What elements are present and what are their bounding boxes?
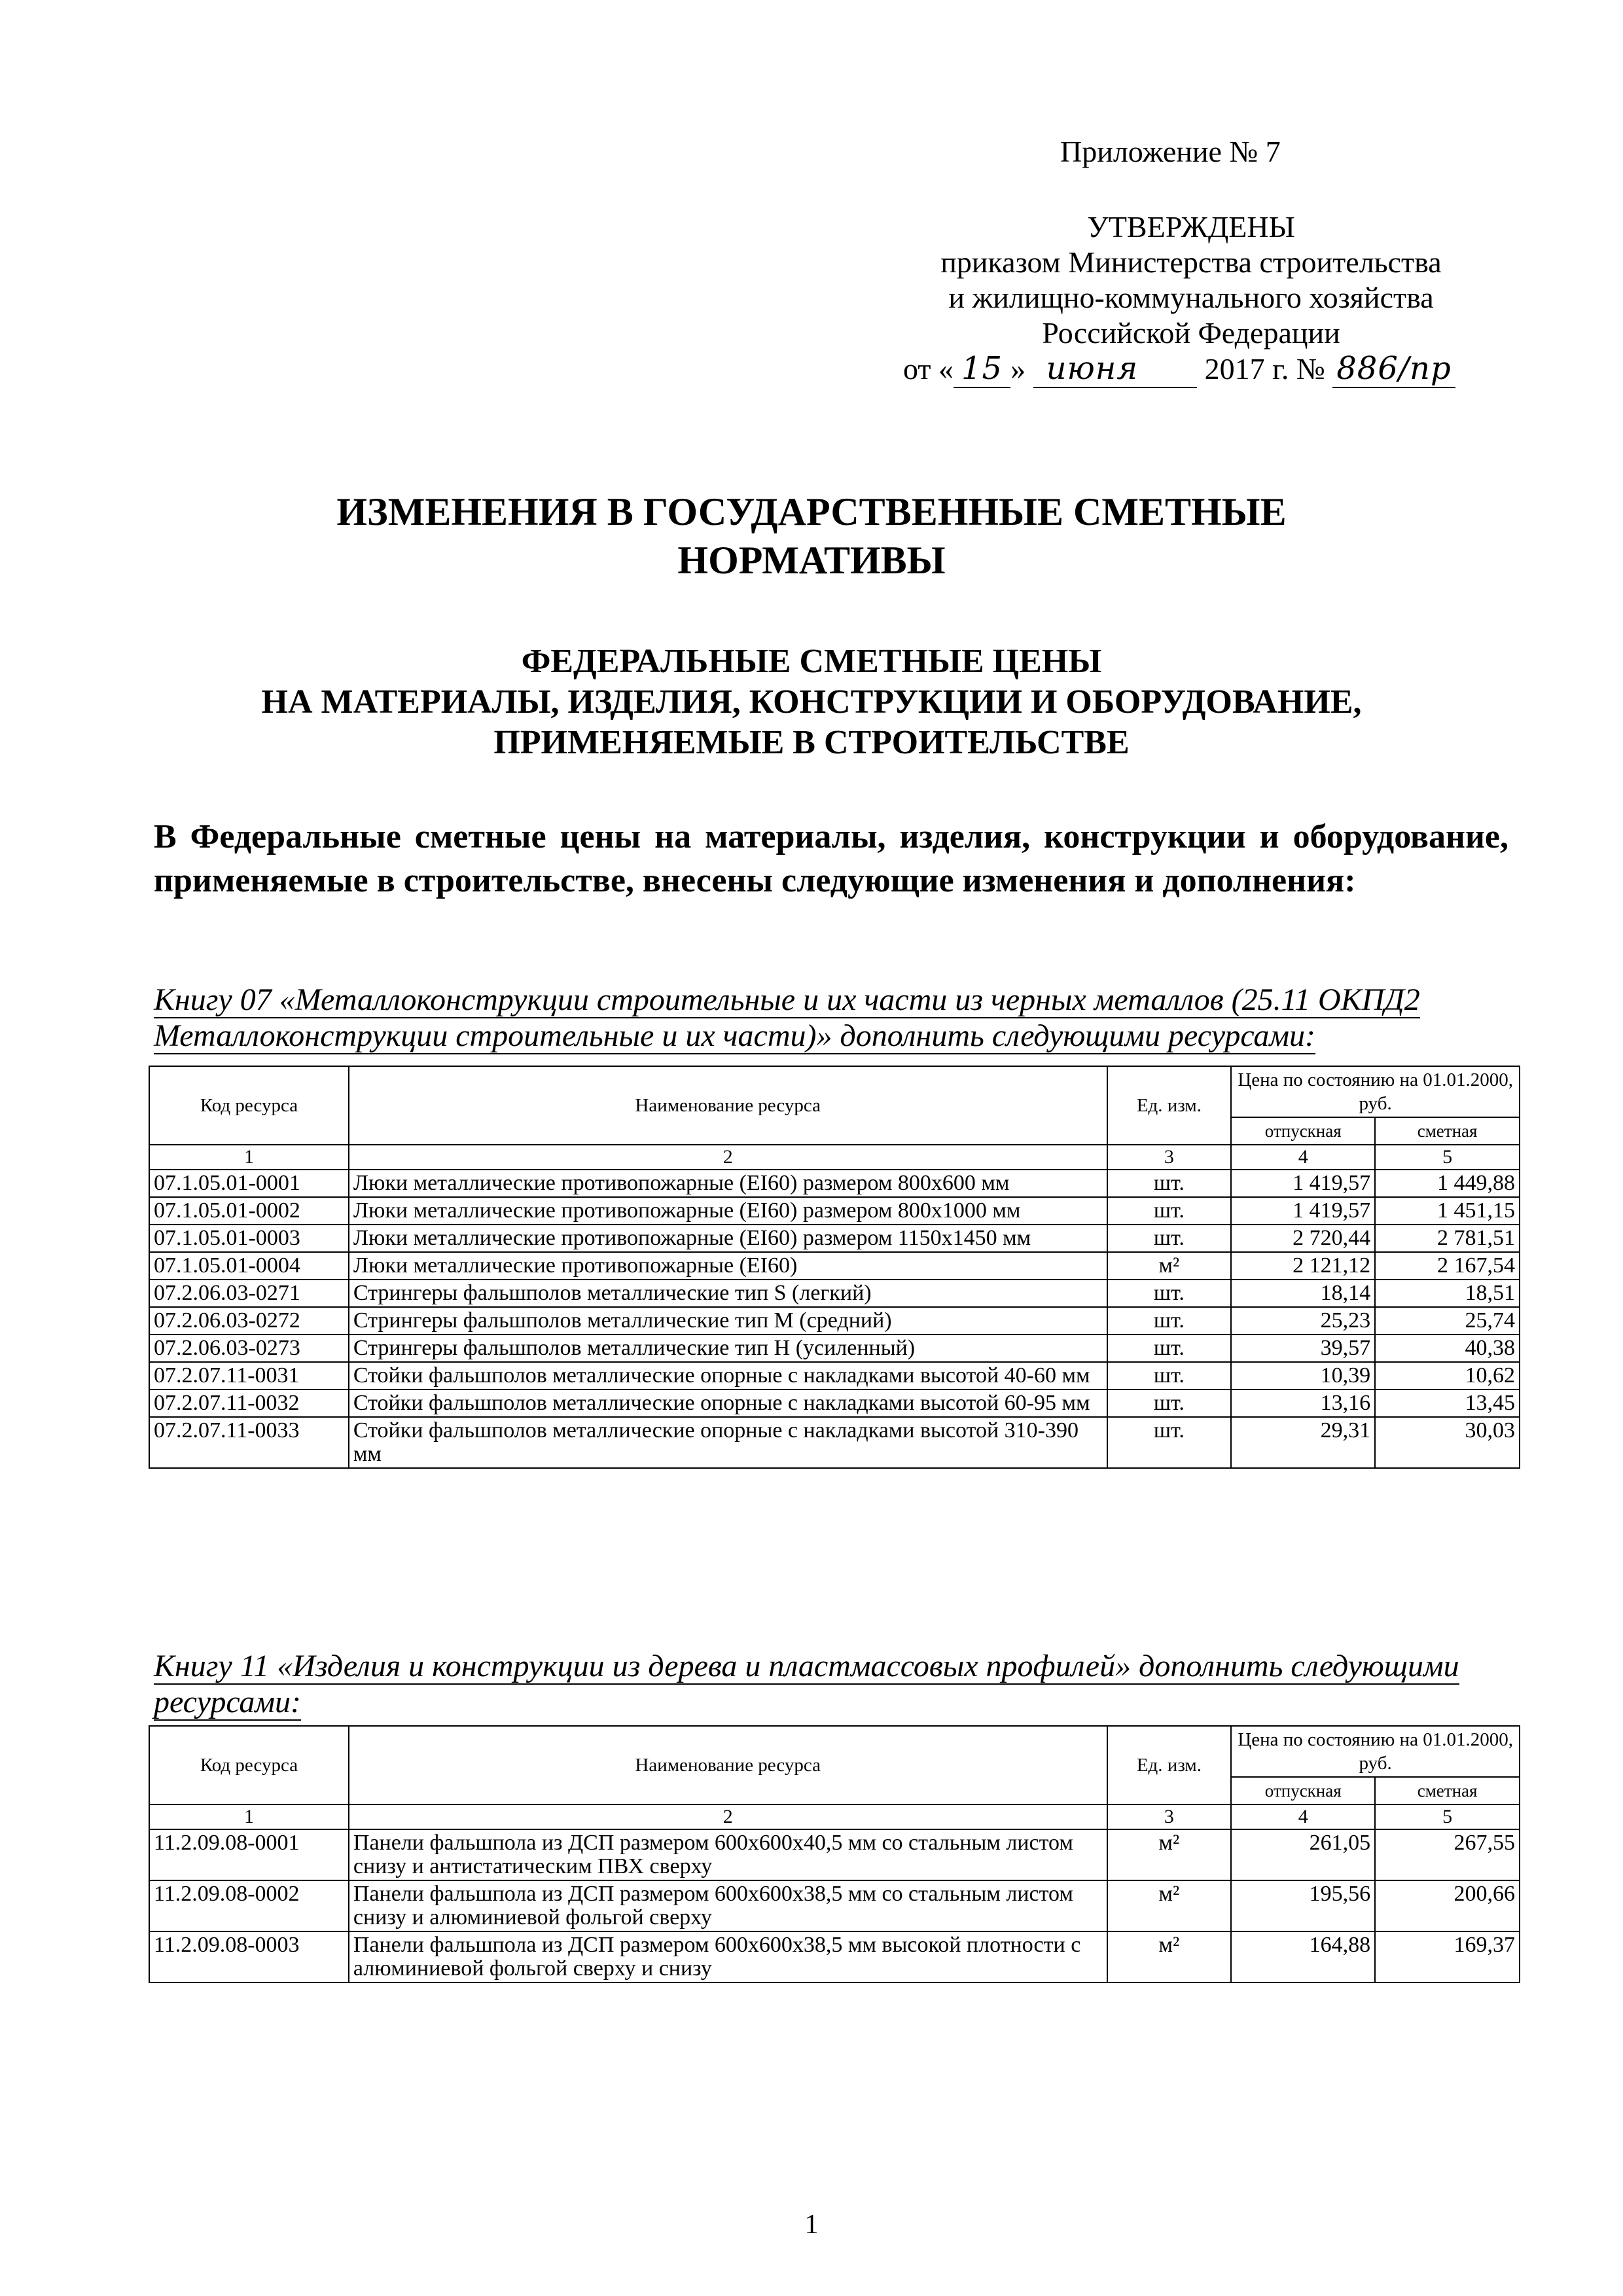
- resource-code: 07.1.05.01-0001: [149, 1170, 349, 1197]
- resource-code: 11.2.09.08-0003: [149, 1931, 349, 1982]
- estimate-price: 18,51: [1375, 1280, 1520, 1307]
- subtitle-line-2: НА МАТЕРИАЛЫ, ИЗДЕЛИЯ, КОНСТРУКЦИИ И ОБОРУДОВАНИЕ,: [261, 683, 1362, 721]
- release-price: 2 121,12: [1231, 1252, 1375, 1280]
- resource-unit: шт.: [1107, 1417, 1232, 1468]
- resource-name: Стойки фальшполов металлические опорные с накладками высотой 60-95 мм: [349, 1390, 1107, 1417]
- title-line-2: НОРМАТИВЫ: [677, 539, 946, 582]
- table-row: [149, 1252, 1520, 1280]
- resource-unit: шт.: [1107, 1170, 1232, 1197]
- resource-code: 11.2.09.08-0002: [149, 1880, 349, 1931]
- resource-name: Люки металлические противопожарные (EI60) размером 1150x1450 мм: [349, 1225, 1107, 1252]
- col-release-header: отпускная: [1231, 1777, 1375, 1804]
- estimate-price: 2 167,54: [1375, 1252, 1520, 1280]
- col-index: 5: [1375, 1145, 1520, 1170]
- resource-name: Люки металлические противопожарные (EI60) размером 800x1000 мм: [349, 1197, 1107, 1225]
- book07-table-body: [149, 1170, 1520, 1468]
- resource-unit: м²: [1107, 1252, 1232, 1280]
- table-row: [149, 1880, 1520, 1931]
- estimate-price: 2 781,51: [1375, 1225, 1520, 1252]
- col-estimate-header: сметная: [1375, 1777, 1520, 1804]
- resource-unit: м²: [1107, 1829, 1232, 1880]
- resource-name: Стойки фальшполов металлические опорные с накладками высотой 310-390 мм: [349, 1417, 1107, 1468]
- resource-code: 07.2.07.11-0031: [149, 1362, 349, 1390]
- resource-unit: шт.: [1107, 1197, 1232, 1225]
- release-price: 29,31: [1231, 1417, 1375, 1468]
- col-release-header: отпускная: [1231, 1117, 1375, 1145]
- resource-code: 07.2.06.03-0272: [149, 1307, 349, 1335]
- table-row: [149, 1307, 1520, 1335]
- estimate-price: 200,66: [1375, 1880, 1520, 1931]
- col-index: 3: [1107, 1145, 1232, 1170]
- subtitle-line-3: ПРИМЕНЯЕМЫЕ В СТРОИТЕЛЬСТВЕ: [493, 724, 1130, 761]
- resource-code: 11.2.09.08-0001: [149, 1829, 349, 1880]
- resource-name: Панели фальшпола из ДСП размером 600x600x40,5 мм со стальным листом снизу и антистатическим ПВХ сверху: [349, 1829, 1107, 1880]
- resource-code: 07.1.05.01-0003: [149, 1225, 349, 1252]
- table-row: [149, 1417, 1520, 1468]
- release-price: 39,57: [1231, 1335, 1375, 1362]
- resource-code: 07.1.05.01-0002: [149, 1197, 349, 1225]
- col-unit-header: Ед. изм.: [1107, 1726, 1232, 1804]
- release-price: 18,14: [1231, 1280, 1375, 1307]
- approved-label: УТВЕРЖДЕНЫ: [1087, 210, 1295, 243]
- table-row: [149, 1197, 1520, 1225]
- release-price: 164,88: [1231, 1931, 1375, 1982]
- estimate-price: 169,37: [1375, 1931, 1520, 1982]
- table-row: [149, 1335, 1520, 1362]
- estimate-price: 10,62: [1375, 1362, 1520, 1390]
- book11-title: [154, 1648, 1508, 1720]
- resource-name: Панели фальшпола из ДСП размером 600x600x38,5 мм со стальным листом снизу и алюминиевой фольгой сверху: [349, 1880, 1107, 1931]
- table-row: [149, 1225, 1520, 1252]
- resource-unit: шт.: [1107, 1225, 1232, 1252]
- book11-title-text: Книгу 11 «Изделия и конструкции из дерева и пластмассовых профилей» дополнить следующими ресурсами:: [154, 1649, 1459, 1719]
- resource-unit: шт.: [1107, 1307, 1232, 1335]
- resource-unit: шт.: [1107, 1362, 1232, 1390]
- approval-line-2: и жилищно-коммунального хозяйства: [948, 281, 1434, 314]
- table-row: [149, 1931, 1520, 1982]
- table-row: [149, 1390, 1520, 1417]
- release-price: 10,39: [1231, 1362, 1375, 1390]
- release-price: 25,23: [1231, 1307, 1375, 1335]
- title-line-1: ИЗМЕНЕНИЯ В ГОСУДАРСТВЕННЫЕ СМЕТНЫЕ: [336, 490, 1287, 533]
- approval-line-3: Российской Федерации: [1042, 316, 1340, 350]
- resource-unit: шт.: [1107, 1280, 1232, 1307]
- page-number: 1: [804, 2210, 819, 2240]
- resource-name: Панели фальшпола из ДСП размером 600x600x38,5 мм высокой плотности с алюминиевой фольгой сверху и снизу: [349, 1931, 1107, 1982]
- resource-code: 07.2.07.11-0033: [149, 1417, 349, 1468]
- date-month: июня: [1033, 350, 1198, 388]
- resource-unit: м²: [1107, 1931, 1232, 1982]
- table-row: [149, 1362, 1520, 1390]
- resource-name: Люки металлические противопожарные (EI60): [349, 1252, 1107, 1280]
- col-name-header: Наименование ресурса: [349, 1726, 1107, 1804]
- estimate-price: 1 449,88: [1375, 1170, 1520, 1197]
- date-year: 2017 г. №: [1197, 352, 1333, 386]
- approval-line-1: приказом Министерства строительства: [940, 245, 1442, 279]
- date-day: 15: [954, 350, 1010, 388]
- document-subtitle: [0, 641, 1623, 763]
- estimate-price: 1 451,15: [1375, 1197, 1520, 1225]
- resource-code: 07.1.05.01-0004: [149, 1252, 349, 1280]
- resource-unit: м²: [1107, 1880, 1232, 1931]
- col-index: 1: [149, 1145, 349, 1170]
- col-price-header: Цена по состоянию на 01.01.2000, руб.: [1231, 1726, 1520, 1777]
- col-index: 2: [349, 1804, 1107, 1829]
- approval-block: [864, 209, 1518, 387]
- release-price: 1 419,57: [1231, 1170, 1375, 1197]
- col-estimate-header: сметная: [1375, 1117, 1520, 1145]
- release-price: 13,16: [1231, 1390, 1375, 1417]
- col-price-header: Цена по состоянию на 01.01.2000, руб.: [1231, 1066, 1520, 1117]
- resource-code: 07.2.07.11-0032: [149, 1390, 349, 1417]
- estimate-price: 267,55: [1375, 1829, 1520, 1880]
- book07-title-text: Книгу 07 «Металлоконструкции строительные и их части из черных металлов (25.11 ОКПД2 Металлоконструкции строительные и их части)» дополнить следующими ресурсами:: [154, 982, 1420, 1053]
- table-row: [149, 1829, 1520, 1880]
- resource-name: Стойки фальшполов металлические опорные с накладками высотой 40-60 мм: [349, 1362, 1107, 1390]
- release-price: 261,05: [1231, 1829, 1375, 1880]
- release-price: 1 419,57: [1231, 1197, 1375, 1225]
- release-price: 195,56: [1231, 1880, 1375, 1931]
- resource-unit: шт.: [1107, 1335, 1232, 1362]
- col-index: 5: [1375, 1804, 1520, 1829]
- col-unit-header: Ед. изм.: [1107, 1066, 1232, 1145]
- document-title: [0, 488, 1623, 584]
- release-price: 2 720,44: [1231, 1225, 1375, 1252]
- table-row: [149, 1170, 1520, 1197]
- estimate-price: 13,45: [1375, 1390, 1520, 1417]
- col-index: 4: [1231, 1804, 1375, 1829]
- date-prefix: от «: [903, 352, 954, 386]
- resource-name: Стрингеры фальшполов металлические тип H (усиленный): [349, 1335, 1107, 1362]
- book11-table: [149, 1725, 1520, 1983]
- book07-table: [149, 1066, 1520, 1469]
- approval-date-line: [864, 351, 1518, 387]
- col-name-header: Наименование ресурса: [349, 1066, 1107, 1145]
- subtitle-line-1: ФЕДЕРАЛЬНЫЕ СМЕТНЫЕ ЦЕНЫ: [521, 643, 1102, 680]
- resource-code: 07.2.06.03-0271: [149, 1280, 349, 1307]
- col-index: 1: [149, 1804, 349, 1829]
- col-code-header: Код ресурса: [149, 1066, 349, 1145]
- resource-name: Стрингеры фальшполов металлические тип S (легкий): [349, 1280, 1107, 1307]
- col-code-header: Код ресурса: [149, 1726, 349, 1804]
- order-number: 886/пр: [1332, 350, 1455, 388]
- col-index: 3: [1107, 1804, 1232, 1829]
- resource-unit: шт.: [1107, 1390, 1232, 1417]
- book07-title: [154, 982, 1508, 1054]
- resource-code: 07.2.06.03-0273: [149, 1335, 349, 1362]
- resource-name: Люки металлические противопожарные (EI60) размером 800x600 мм: [349, 1170, 1107, 1197]
- table-row: [149, 1280, 1520, 1307]
- col-index: 4: [1231, 1145, 1375, 1170]
- estimate-price: 25,74: [1375, 1307, 1520, 1335]
- intro-paragraph: В Федеральные сметные цены на материалы, изделия, конструкции и оборудование, применяемые в строительстве, внесены следующие изменения и дополнения:: [154, 818, 1508, 899]
- col-index: 2: [349, 1145, 1107, 1170]
- estimate-price: 30,03: [1375, 1417, 1520, 1468]
- estimate-price: 40,38: [1375, 1335, 1520, 1362]
- resource-name: Стрингеры фальшполов металлические тип M (средний): [349, 1307, 1107, 1335]
- date-mid: »: [1010, 352, 1033, 386]
- book11-table-body: [149, 1829, 1520, 1982]
- annex-label: Приложение № 7: [1060, 135, 1281, 168]
